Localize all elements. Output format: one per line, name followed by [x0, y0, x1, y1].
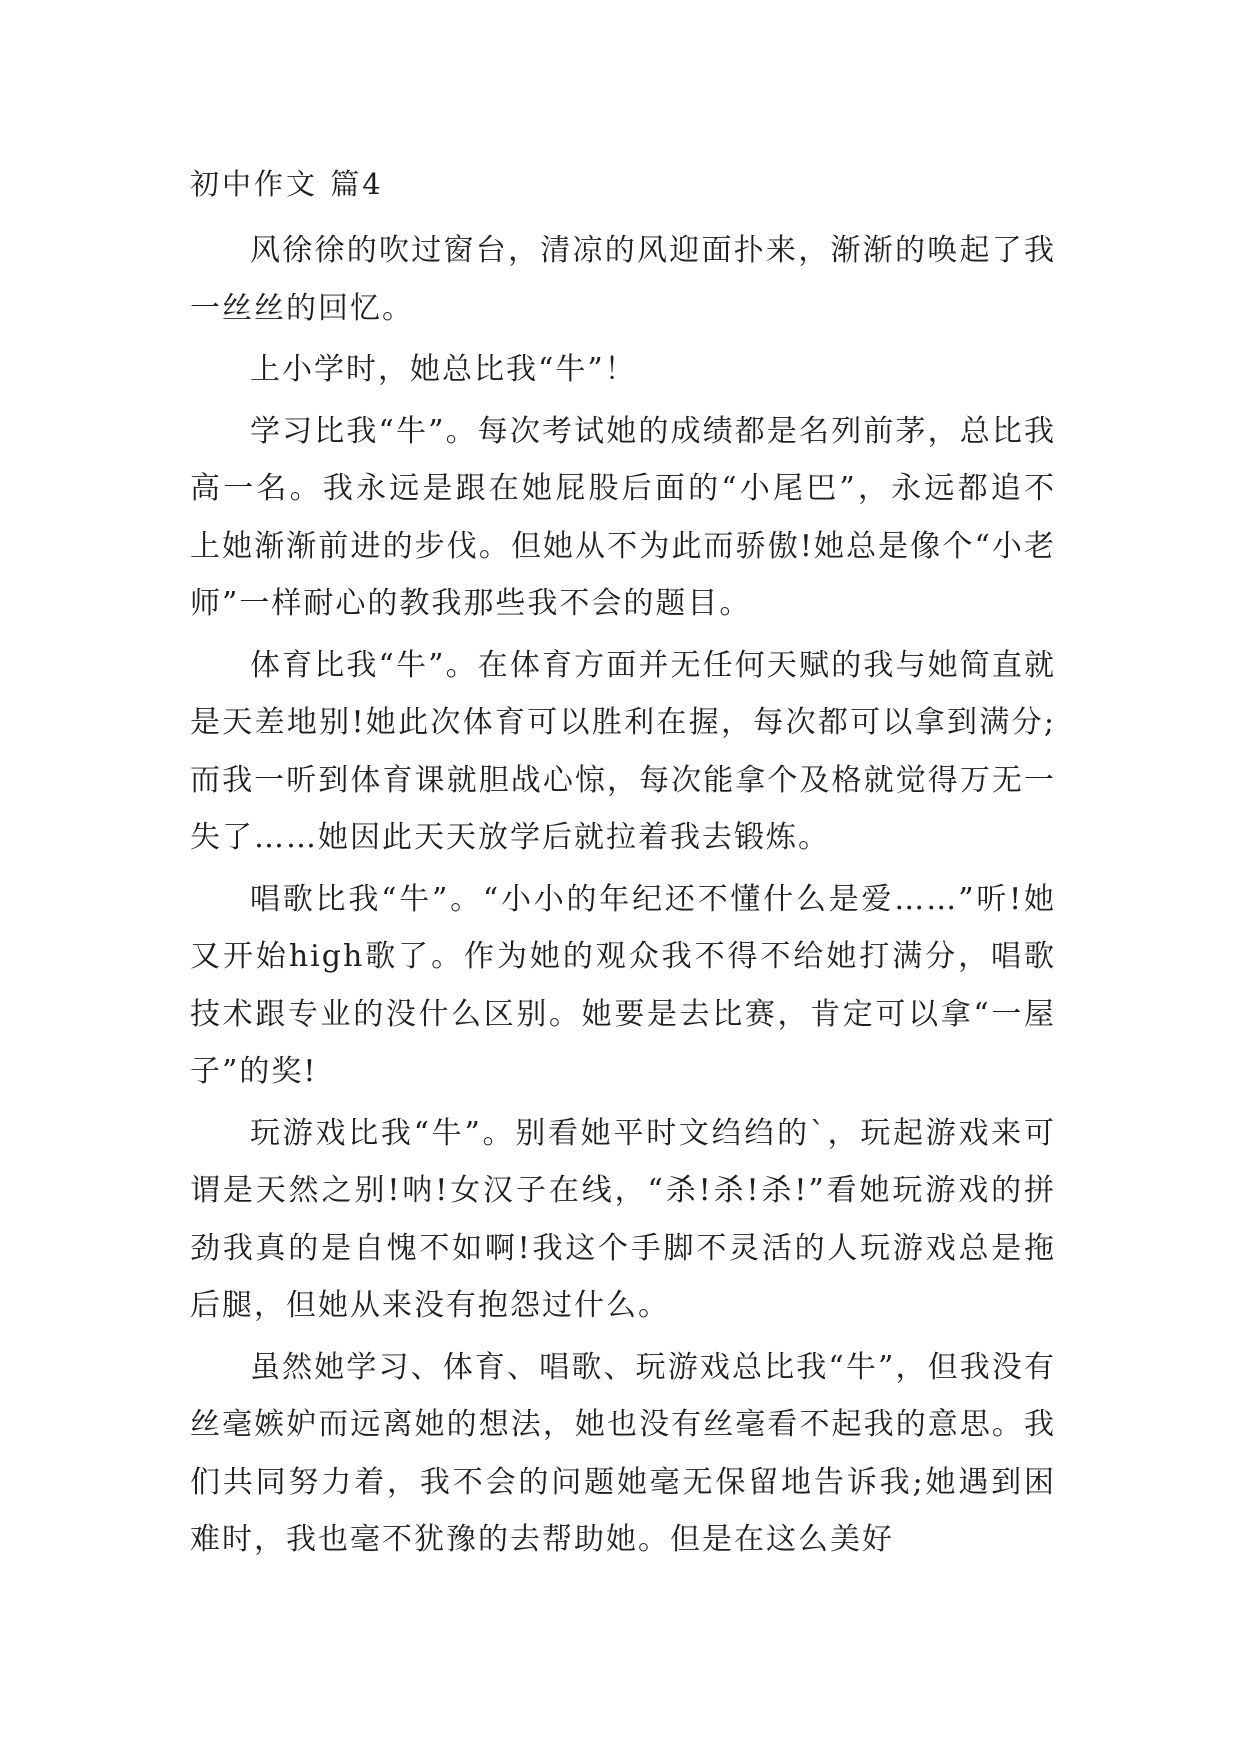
paragraph-7: 虽然她学习、体育、唱歌、玩游戏总比我“牛”，但我没有丝毫嫉妒而远离她的想法，她也没有丝毫看不起我的意思。我们共同努力着，我不会的问题她毫无保留地告诉我;她遇到困难时，我也毫不犹豫的去帮助她。但是在这么美好	[190, 1349, 1056, 1557]
paragraph-6: 玩游戏比我“牛”。别看她平时文绉绉的`，玩起游戏来可谓是天然之别!呐!女汉子在线，“杀!杀!杀!”看她玩游戏的拼劲我真的是自愧不如啊!我这个手脚不灵活的人玩游戏总是拖后腿，但她从来没有抱怨过什么。	[190, 1115, 1056, 1323]
paragraph-4: 体育比我“牛”。在体育方面并无任何天赋的我与她简直就是天差地别!她此次体育可以胜利在握，每次都可以拿到满分;而我一听到体育课就胆战心惊，每次能拿个及格就觉得万无一失了……她因此天天放学后就拉着我去锻炼。	[190, 647, 1056, 855]
paragraph-5: 唱歌比我“牛”。“小小的年纪还不懂什么是爱……”听!她又开始high歌了。作为她的观众我不得不给她打满分，唱歌技术跟专业的没什么区别。她要是去比赛，肯定可以拿“一屋子”的奖!	[190, 881, 1056, 1089]
document-page	[190, 168, 1056, 1573]
paragraph-3: 学习比我“牛”。每次考试她的成绩都是名列前茅，总比我高一名。我永远是跟在她屁股后面的“小尾巴”，永远都追不上她渐渐前进的步伐。但她从不为此而骄傲!她总是像个“小老师”一样耐心的教我那些我不会的题目。	[190, 413, 1056, 621]
document-title: 初中作文 篇4	[190, 167, 384, 201]
paragraph-2: 上小学时，她总比我“牛”！	[250, 352, 637, 387]
paragraph-1: 风徐徐的吹过窗台，清凉的风迎面扑来，渐渐的唤起了我一丝丝的回忆。	[190, 233, 1056, 326]
